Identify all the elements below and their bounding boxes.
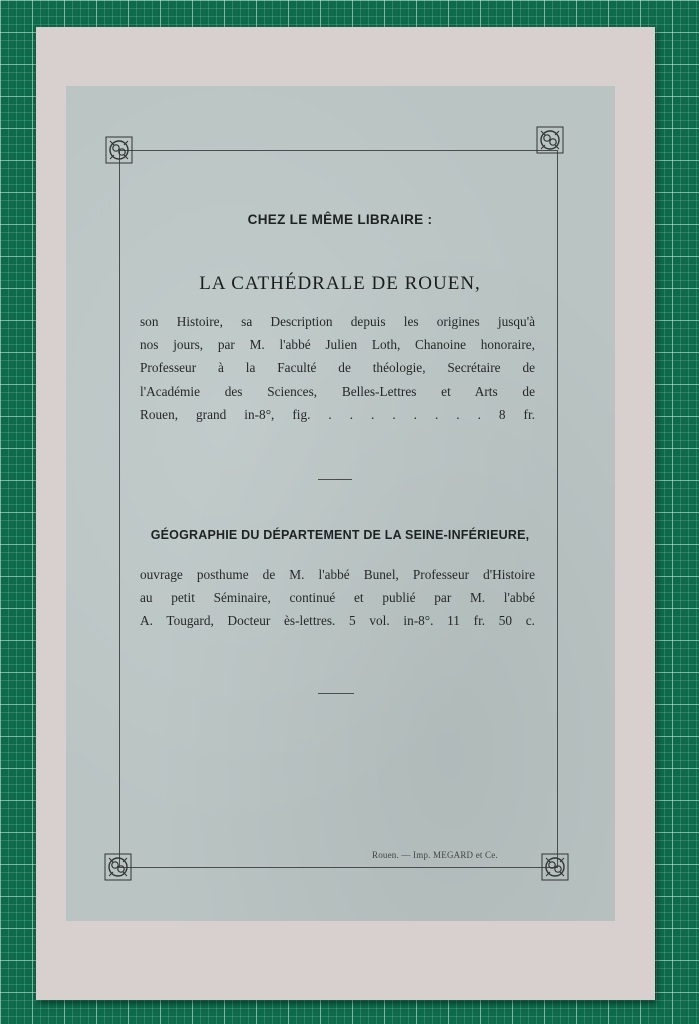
corner-rosette-icon — [536, 126, 564, 154]
corner-rosette-icon — [541, 853, 569, 881]
book1-line: nos jours, par M. l'abbé Julien Loth, Chanoine honoraire, — [140, 337, 535, 353]
book2-line: au petit Séminaire, continué et publié par M. l'abbé — [140, 590, 535, 606]
corner-rosette-icon — [105, 136, 133, 164]
book2-title: GÉOGRAPHIE DU DÉPARTEMENT DE LA SEINE-INFÉRIEURE, — [150, 528, 530, 542]
book2-line: ouvrage posthume de M. l'abbé Bunel, Professeur d'Histoire — [140, 567, 535, 582]
printer-imprint: Rouen. — Imp. MEGARD et Ce. — [372, 850, 498, 860]
end-divider — [318, 693, 354, 694]
book1-line: Rouen, grand in-8°, fig. . . . . . . . . 8 fr. — [140, 406, 535, 422]
publisher-note: CHEZ LE MÊME LIBRAIRE : — [247, 212, 433, 227]
book1-line: son Histoire, sa Description depuis les origines jusqu'à — [140, 314, 535, 329]
corner-rosette-icon — [104, 853, 132, 881]
border-frame — [119, 150, 558, 868]
book1-line: l'Académie des Sciences, Belles-Lettres et Arts de — [140, 383, 535, 399]
book2-description — [140, 563, 535, 633]
book1-title: LA CATHÉDRALE DE ROUEN, — [199, 273, 481, 294]
book1-line: Professeur à la Faculté de théologie, Secrétaire de — [140, 360, 535, 376]
book1-description — [140, 310, 535, 426]
section-divider — [318, 479, 352, 480]
book2-line: A. Tougard, Docteur ès-lettres. 5 vol. in-8°. 11 fr. 50 c. — [140, 613, 535, 629]
